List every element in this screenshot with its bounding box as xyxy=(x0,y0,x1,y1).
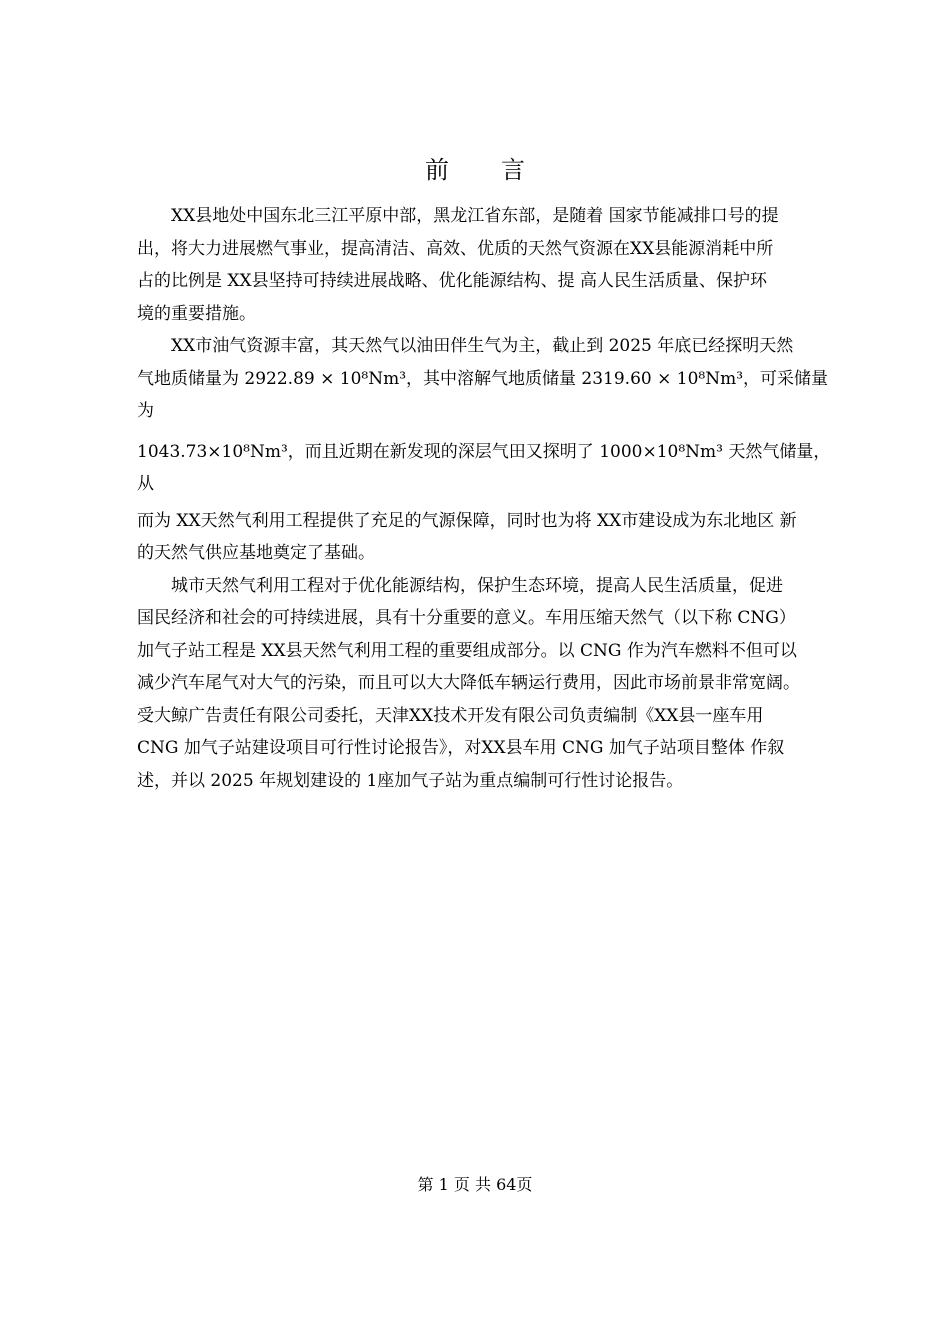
text-line: 气地质储量为 2922.89 × 10⁸Nm³，其中溶解气地质储量 2319.60 × 10⁸Nm³，可采储量 xyxy=(137,368,829,389)
document-body xyxy=(137,200,877,797)
text-line: CNG 加气子站建设项目可行性讨论报告》，对XX县车用 CNG 加气子站项目整体 作叙 xyxy=(137,738,785,758)
text-line: 从 xyxy=(137,474,154,494)
text-line: 1043.73×10⁸Nm³，而且近期在新发现的深层气田又探明了 1000×10⁸Nm³ 天然气储量， xyxy=(137,441,831,462)
text-line: XX市油气资源丰富，其天然气以油田伴生气为主，截止到 2025 年底已经探明天然 xyxy=(171,336,794,356)
text-line: 而为 XX天然气利用工程提供了充足的气源保障，同时也为将 XX市建设成为东北地区 新 xyxy=(137,510,797,531)
paragraph-3 xyxy=(137,570,877,798)
page-title: 前言 xyxy=(425,156,577,184)
page-footer: 第 1 页 共 64页 xyxy=(417,1175,533,1194)
text-line: 城市天然气利用工程对于优化能源结构，保护生态环境，提高人民生活质量，促进 xyxy=(171,575,783,596)
text-line: 受大鲸广告责任有限公司委托，天津XX技术开发有限公司负责编制《XX县一座车用 xyxy=(137,705,764,726)
text-line: 境的重要措施。 xyxy=(137,303,256,324)
text-line: 占的比例是 XX县坚持可持续进展战略、优化能源结构、提 高人民生活质量、保护环 xyxy=(137,271,768,291)
text-line: 加气子站工程是 XX县天然气利用工程的重要组成部分。以 CNG 作为汽车燃料不但可以 xyxy=(137,640,797,661)
text-line: XX县地处中国东北三江平原中部，黑龙江省东部，是随着 国家节能减排口号的提 xyxy=(171,206,779,226)
text-line: 的天然气供应基地奠定了基础。 xyxy=(137,543,375,563)
paragraph-1 xyxy=(137,200,877,330)
text-line: 减少汽车尾气对大气的污染，而且可以大大降低车辆运行费用，因此市场前景非常宽阔。 xyxy=(137,673,800,693)
paragraph-2 xyxy=(137,330,877,570)
text-line: 国民经济和社会的可持续进展，具有十分重要的意义。车用压缩天然气（以下称 CNG） xyxy=(137,608,796,628)
text-line: 述，并以 2025 年规划建设的 1座加气子站为重点编制可行性讨论报告。 xyxy=(137,770,684,791)
text-line: 为 xyxy=(137,401,154,421)
text-line: 出，将大力进展燃气事业，提高清洁、高效、优质的天然气资源在XX县能源消耗中所 xyxy=(137,238,774,259)
